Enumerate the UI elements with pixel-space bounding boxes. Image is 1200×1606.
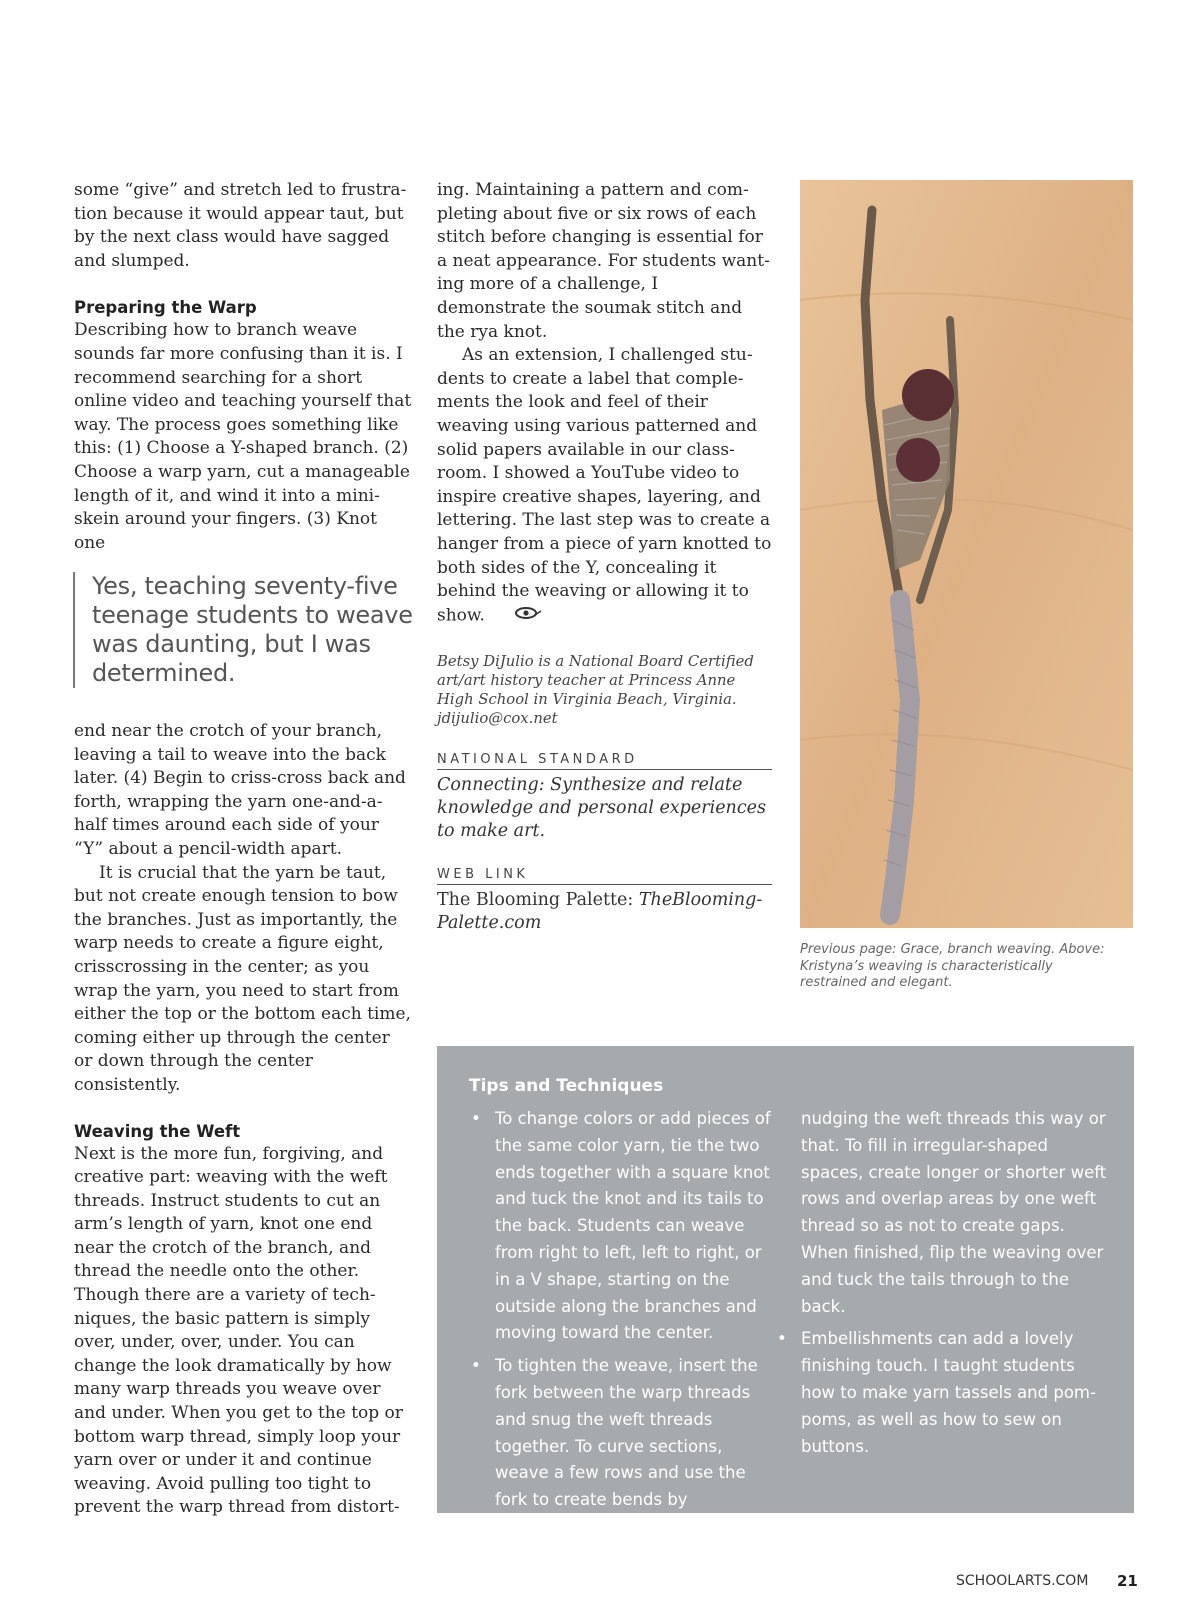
middle-column [437, 179, 772, 935]
tip-text: To tighten the weave, insert the fork between the warp threads and snug the weft threads together. To curve sections, weave a few rows and use the fork to create bends by [495, 1356, 758, 1510]
web-link-label: WEB LINK [437, 867, 772, 885]
bullet-icon: • [777, 1329, 787, 1349]
tip-item [775, 1326, 1111, 1460]
schoolarts-end-mark-icon [489, 604, 542, 628]
continued-paragraph: ing. Maintaining a pattern and completing about five or six rows of each stitch before changing is essential for a neat appearance. For students wanting more of a challenge, I demonstrate the soumak stitch and the rya knot. [437, 180, 770, 342]
tips-column-left [469, 1106, 779, 1520]
tips-box [437, 1046, 1134, 1513]
national-standard-label: NATIONAL STANDARD [437, 752, 772, 770]
heading-weaving-weft: Weaving the Weft [74, 1121, 241, 1141]
left-column-lower [74, 720, 412, 1520]
tip-text: Embellishments can add a lovely finishing touch. I taught students how to make yarn tassels and pom-poms, as well as how to sew on buttons. [801, 1329, 1096, 1456]
warp-paragraph-continued: end near the crotch of your branch, leaving a tail to weave into the back later. (4) Begin to criss-cross back and forth, wrapping the yarn one-and-a-half times around each side of your “Y” about a pencil-width apart. [74, 721, 406, 859]
photo-caption: Previous page: Grace, branch weaving. Above: Kristyna’s weaving is characteristically restrained and elegant. [800, 942, 1105, 990]
pull-quote: Yes, teaching seventy-five teenage students to weave was daunting, but I was determined. [73, 572, 422, 688]
warp-paragraph: Describing how to branch weave sounds far more confusing than it is. I recommend searching for a short online video and teaching yourself that way. The process goes something like this: (1) Choose a Y-shaped branch. (2) Choose a warp yarn, cut a manageable length of it, and wind it into a mini-skein around your fingers. (3) Knot one [74, 320, 412, 553]
footer-site: SCHOOLARTS.COM [956, 1573, 1089, 1589]
tip-item [469, 1106, 779, 1347]
tip-continued: nudging the weft threads this way or that. To fill in irregular-shaped spaces, create longer or shorter weft rows and overlap areas by one weft thread so as not to create gaps. When finished, flip the weaving over and tuck the tails through to the back. [801, 1109, 1107, 1316]
author-email[interactable]: jdijulio@cox.net [437, 710, 558, 728]
web-link-prefix: The Blooming Palette: [437, 890, 639, 911]
web-link-text [437, 889, 772, 935]
tip-text: To change colors or add pieces of the same color yarn, tie the two ends together with a square knot and tuck the knot and its tails to the back. Students can weave from right to left, left to right, or in a V shape, starting on the outside along the branches and moving toward the center. [495, 1109, 771, 1343]
web-link-url[interactable]: TheBloomingPalette.com [437, 890, 763, 934]
tip-item [469, 1353, 779, 1514]
taut-paragraph: It is crucial that the yarn be taut, but not create enough tension to bow the branches. Just as importantly, the warp needs to create a figure eight, crisscrossing in the center; as you wrap the yarn, you need to start from either the top or the bottom each time, coming either up through the center or down through the center consistently. [74, 862, 411, 1095]
national-standard-text: Connecting: Synthesize and relate knowledge and personal experiences to make art. [437, 775, 766, 842]
heading-preparing-warp: Preparing the Warp [74, 298, 257, 318]
extension-text: As an extension, I challenged students to create a label that complements the look and feel of their weaving using various patterned and solid papers available in our classroom. I showed a YouTube video to inspire creative shapes, layering, and lettering. The last step was to create a hanger from a piece of yarn knotted to both sides of the Y, concealing it behind the weaving or allowing it to show. [437, 345, 772, 625]
intro-paragraph: some “give” and stretch led to frustration because it would appear taut, but by the next class would have sagged and slumped. [74, 180, 407, 271]
extension-paragraph [437, 344, 772, 627]
bullet-icon: • [471, 1109, 481, 1128]
left-column [74, 179, 412, 555]
branch-weaving-photo [800, 180, 1133, 928]
bullet-icon: • [471, 1356, 481, 1376]
tips-column-right [777, 1106, 1111, 1466]
tips-title: Tips and Techniques [469, 1076, 664, 1096]
author-bio: Betsy DiJulio is a National Board Certified art/art history teacher at Princess Anne High School in Virginia Beach, Virginia. [437, 652, 754, 708]
weft-paragraph: Next is the more fun, forgiving, and creative part: weaving with the weft threads. Instruct students to cut an arm’s length of yarn, knot one end near the crotch of the branch, and thread the needle onto the other. Though there are a variety of techniques, the basic pattern is simply over, under, over, under. You can change the look dramatically by how many warp threads you weave over and under. When you get to the top or bottom warp thread, simply loop your yarn over or under it and continue weaving. Avoid pulling too tight to prevent the warp thread from distort- [74, 1143, 403, 1518]
page-number: 21 [1117, 1572, 1138, 1590]
